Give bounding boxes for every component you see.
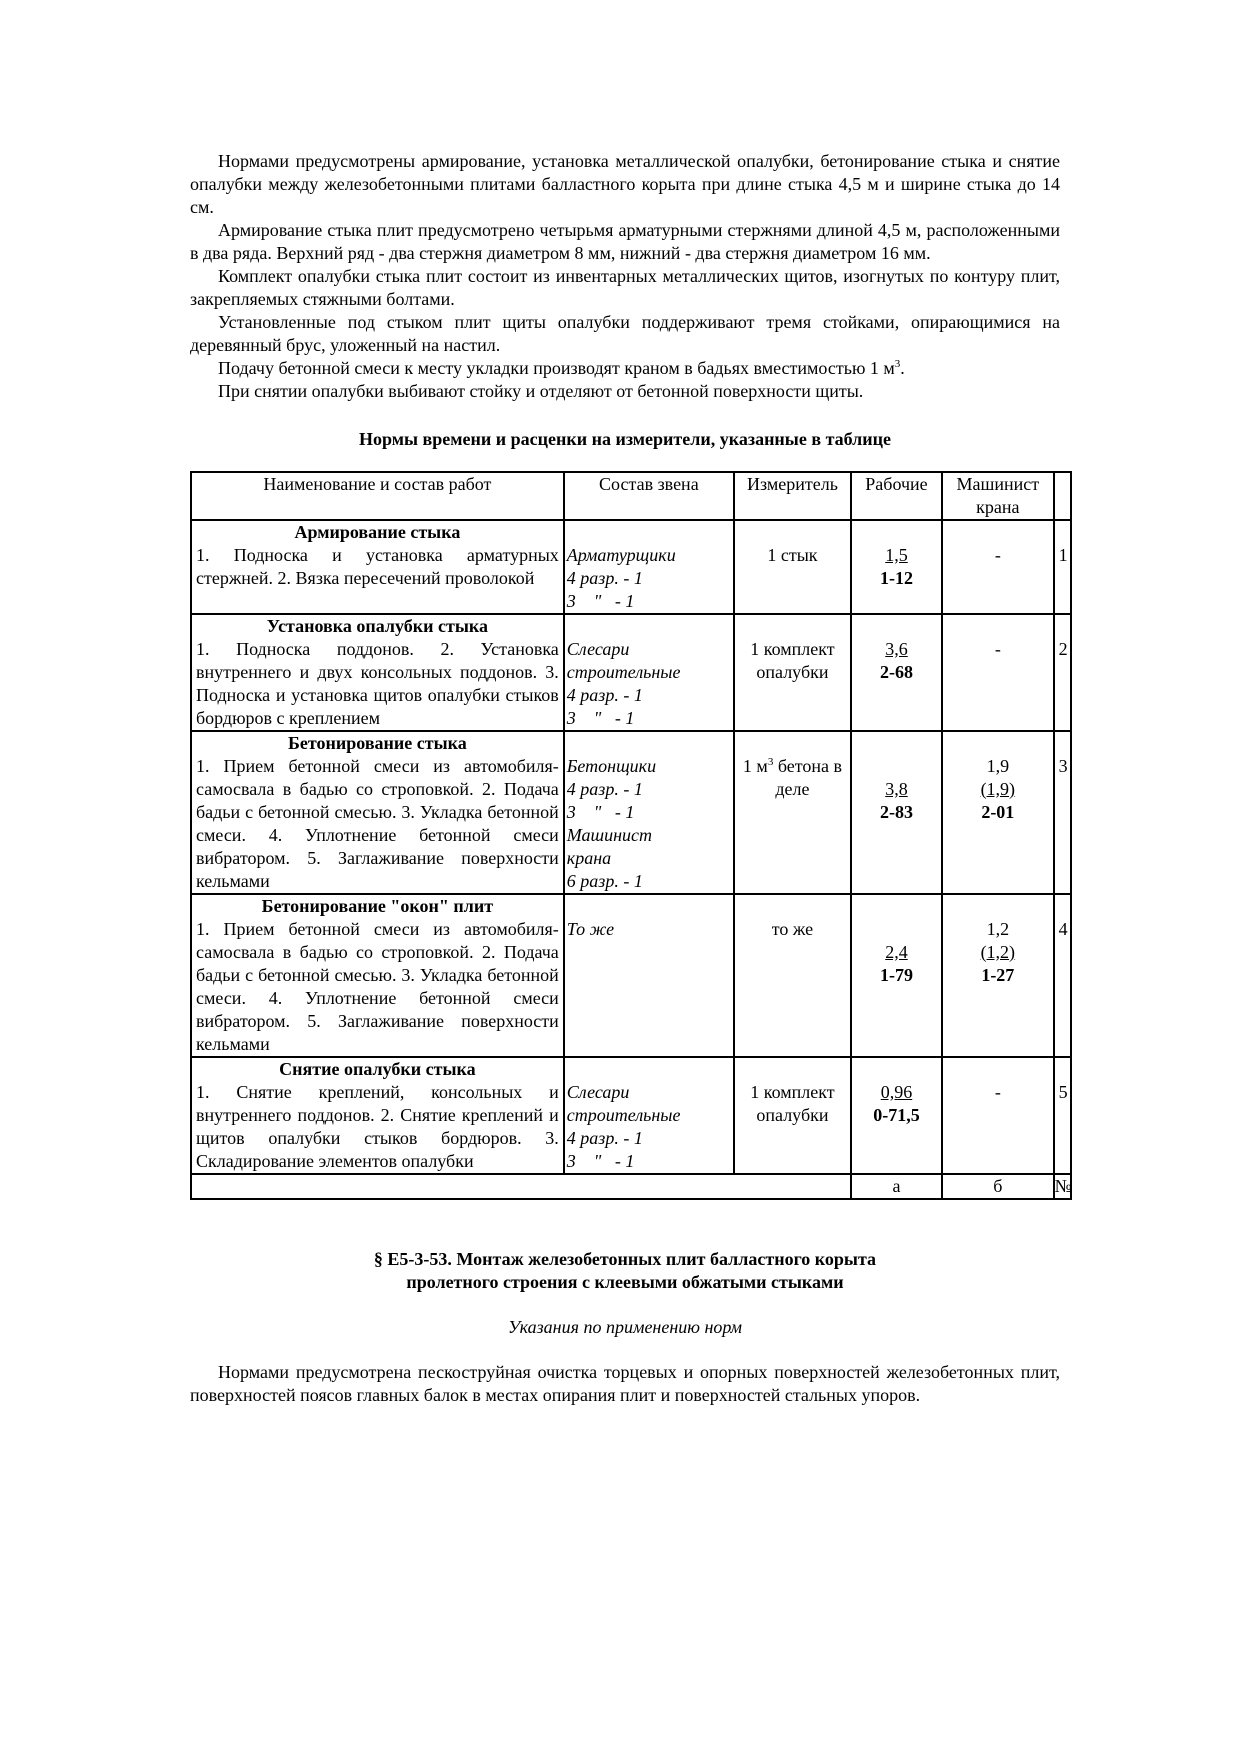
row-num: 1: [1058, 545, 1068, 565]
row-workers-price: 2-68: [879, 662, 913, 682]
row-description: 1. Прием бетонной смеси из автомобиля-самосвала в бадью со строповкой. 2. Подача бадьи с бетонной смесью. 3. Укладка бетонной смеси. 4. Уплотнение бетонной смеси вибратором. 5. Заглаживание поверхности кельмами: [196, 919, 559, 1054]
footer-col-num: №: [1054, 1174, 1071, 1199]
row-title: Бетонирование "окон" плит: [261, 896, 494, 916]
header-workers: Рабочие: [851, 472, 942, 520]
row-num-cell: [1054, 894, 1071, 1057]
row-workers-price: 1-79: [879, 965, 913, 985]
row-workers-norm: 3,8: [885, 779, 908, 799]
row-team-cell: [564, 894, 734, 1057]
row-description: 1. Подноска и установка арматурных стержней. 2. Вязка пересечений проволокой: [196, 545, 559, 588]
table-row: [191, 894, 1071, 1057]
footer-col-b: б: [942, 1174, 1054, 1199]
team-line: 4 разр. - 1: [566, 685, 643, 705]
row-num: 2: [1058, 639, 1068, 659]
team-line: крана: [566, 848, 612, 868]
table-row: [191, 731, 1071, 894]
table-header-row: [191, 472, 1071, 520]
team-line: Машинист: [566, 825, 653, 845]
row-team-cell: [564, 614, 734, 731]
row-workers-cell: [851, 731, 942, 894]
row-workers-price: 0-71,5: [873, 1105, 920, 1125]
row-unit-sup: 3: [767, 756, 774, 768]
row-unit-cell: [734, 520, 851, 614]
row-unit: 1 стык: [767, 545, 818, 565]
intro-paragraph-2: Армирование стыка плит предусмотрено четырьмя арматурными стержнями длиной 4,5 м, расположенными в два ряда. Верхний ряд - два стержня диаметром 8 мм, нижний - два стержня диаметром 16 мм.: [190, 220, 1060, 263]
team-line: То же: [566, 919, 615, 939]
row-machinist-cell: [942, 614, 1054, 731]
row-description: 1. Прием бетонной смеси из автомобиля-самосвала в бадью со строповкой. 2. Подача бадьи с бетонной смесью. 3. Укладка бетонной смеси. 4. Уплотнение бетонной смеси вибратором. 5. Заглаживание поверхности кельмами: [196, 756, 559, 891]
intro-paragraph-5-text: Подачу бетонной смеси к месту укладки производят краном в бадьях вместимостью 1 м: [218, 358, 895, 378]
document-page: [190, 150, 1072, 1407]
row-workers-cell: [851, 614, 942, 731]
footer-blank-cell: [564, 1174, 734, 1199]
team-line: 6 разр. - 1: [566, 871, 643, 891]
intro-paragraph-5-sup: 3: [894, 358, 901, 370]
row-workers-cell: [851, 894, 942, 1057]
row-workers-price: 1-12: [879, 568, 913, 588]
row-unit-part: бетона в деле: [773, 756, 842, 799]
row-unit-cell: [734, 894, 851, 1057]
table-footer-row: [191, 1174, 1071, 1199]
team-line: 3 " - 1: [566, 802, 635, 822]
row-workers-price: 2-83: [879, 802, 913, 822]
row-num-cell: [1054, 1057, 1071, 1174]
row-description: 1. Подноска поддонов. 2. Установка внутреннего и двух консольных поддонов. 3. Подноска и установка щитов опалубки стыков бордюров с креплением: [196, 639, 559, 728]
section-heading-line-2: пролетного строения с клеевыми обжатыми стыками: [406, 1272, 844, 1292]
team-line: строительные: [566, 662, 681, 682]
row-workers-norm: 1,5: [885, 545, 908, 565]
row-unit: 1 комплект опалубки: [750, 1082, 835, 1125]
row-machinist-price: 1-27: [981, 965, 1015, 985]
team-line: Слесари: [566, 639, 630, 659]
table-title: Нормы времени и расценки на измерители, указанные в таблице: [358, 429, 892, 449]
row-machinist-cell: [942, 520, 1054, 614]
row-num-cell: [1054, 731, 1071, 894]
table-row: [191, 1057, 1071, 1174]
row-unit-cell: [734, 1057, 851, 1174]
row-num: 3: [1058, 756, 1068, 776]
row-workers-cell: [851, 1057, 942, 1174]
row-team-cell: [564, 731, 734, 894]
team-line: строительные: [566, 1105, 681, 1125]
row-machinist-norm: -: [994, 1082, 1001, 1102]
row-machinist-cell: [942, 894, 1054, 1057]
row-machinist-cell: [942, 1057, 1054, 1174]
table-row: [191, 520, 1071, 614]
row-title: Армирование стыка: [294, 522, 461, 542]
header-num: [1054, 472, 1071, 520]
row-unit-cell: [734, 731, 851, 894]
team-line: 3 " - 1: [566, 708, 635, 728]
team-line: 4 разр. - 1: [566, 779, 643, 799]
intro-paragraph-5-end: .: [900, 358, 905, 378]
team-line: 4 разр. - 1: [566, 568, 643, 588]
row-title: Бетонирование стыка: [288, 733, 467, 753]
row-workers-norm: 2,4: [885, 942, 908, 962]
team-line: Арматурщики: [566, 545, 676, 565]
row-num-cell: [1054, 614, 1071, 731]
row-title: Снятие опалубки стыка: [279, 1059, 476, 1079]
closing-paragraph: Нормами предусмотрена пескоструйная очистка торцевых и опорных поверхностей железобетонных плит, поверхностей поясов главных балок в местах опирания плит и поверхностей стальных упоров.: [190, 1362, 1060, 1405]
row-name-cell: [191, 1057, 564, 1174]
row-name-cell: [191, 614, 564, 731]
team-line: Слесари: [566, 1082, 630, 1102]
row-name-cell: [191, 894, 564, 1057]
header-team: Состав звена: [564, 472, 734, 520]
header-unit: Измеритель: [734, 472, 851, 520]
row-unit-part: 1 м: [742, 756, 768, 776]
row-num: 5: [1058, 1082, 1068, 1102]
section-subheading: Указания по применению норм: [508, 1317, 742, 1337]
row-team-cell: [564, 1057, 734, 1174]
row-title: Установка опалубки стыка: [266, 616, 488, 636]
row-team-cell: [564, 520, 734, 614]
row-workers-norm: 3,6: [885, 639, 908, 659]
row-unit: 1 комплект опалубки: [750, 639, 835, 682]
row-name-cell: [191, 520, 564, 614]
header-machinist: Машинист крана: [942, 472, 1054, 520]
row-unit: [739, 755, 846, 801]
team-line: 4 разр. - 1: [566, 1128, 643, 1148]
row-machinist-norm: -: [994, 545, 1001, 565]
table-row: [191, 614, 1071, 731]
footer-col-a: а: [851, 1174, 942, 1199]
row-machinist-norm: -: [994, 639, 1001, 659]
row-unit-cell: [734, 614, 851, 731]
row-workers-norm: 0,96: [880, 1082, 913, 1102]
team-line: 3 " - 1: [566, 591, 635, 611]
row-name-cell: [191, 731, 564, 894]
row-machinist-sub: (1,9): [980, 779, 1016, 799]
footer-blank-cell: [734, 1174, 851, 1199]
row-machinist-sub: (1,2): [980, 942, 1016, 962]
section-heading-line-1: § Е5-3-53. Монтаж железобетонных плит балластного корыта: [373, 1249, 877, 1269]
intro-paragraph-4: Установленные под стыком плит щиты опалубки поддерживают тремя стойками, опирающимися на деревянный брус, уложенный на настил.: [190, 312, 1060, 355]
team-line: 3 " - 1: [566, 1151, 635, 1171]
norms-table: [190, 471, 1072, 1200]
intro-paragraph-1: Нормами предусмотрены армирование, установка металлической опалубки, бетонирование стыка и снятие опалубки между железобетонными плитами балластного корыта при длине стыка 4,5 м и ширине стыка до 14 см.: [190, 151, 1060, 217]
header-name: Наименование и состав работ: [191, 472, 564, 520]
row-unit: то же: [771, 919, 814, 939]
team-line: Бетонщики: [566, 756, 657, 776]
intro-paragraph-5: [190, 357, 1060, 380]
row-machinist-norm: 1,2: [986, 919, 1010, 939]
row-workers-cell: [851, 520, 942, 614]
row-machinist-price: 2-01: [981, 802, 1015, 822]
row-description: 1. Снятие креплений, консольных и внутреннего поддонов. 2. Снятие креплений и щитов опалубки стыков бордюров. 3. Складирование элементов опалубки: [196, 1082, 559, 1171]
row-machinist-norm: 1,9: [986, 756, 1010, 776]
section-heading: [190, 1248, 1060, 1294]
row-num: 4: [1058, 919, 1068, 939]
row-machinist-cell: [942, 731, 1054, 894]
footer-blank-cell: [191, 1174, 564, 1199]
intro-paragraph-3: Комплект опалубки стыка плит состоит из инвентарных металлических щитов, изогнутых по контуру плит, закрепляемых стяжными болтами.: [190, 266, 1060, 309]
intro-paragraph-6: При снятии опалубки выбивают стойку и отделяют от бетонной поверхности щиты.: [218, 381, 864, 401]
row-num-cell: [1054, 520, 1071, 614]
